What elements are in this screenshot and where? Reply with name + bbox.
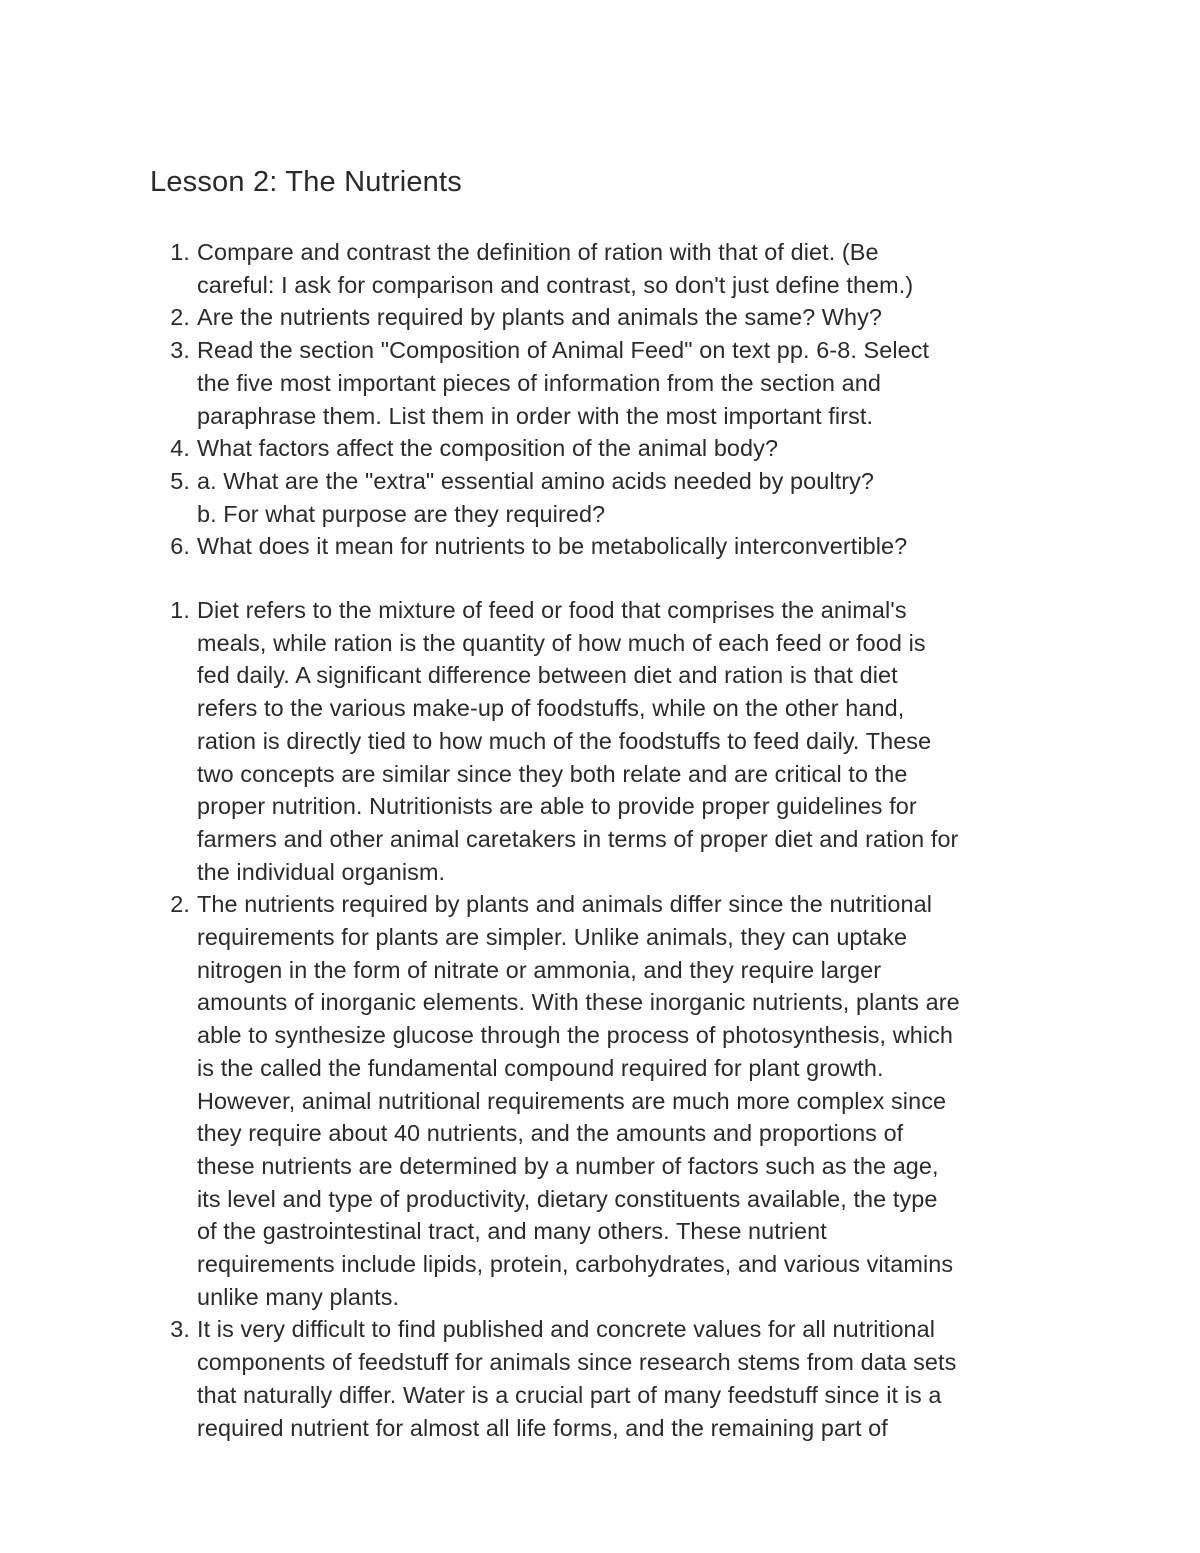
question-item [170,465,1077,530]
lesson-title: Lesson 2: The Nutrients [150,166,462,198]
text-line: Read the section "Composition of Animal Feed" on text pp. 6-8. Select [197,337,930,364]
text-line: these nutrients are determined by a number of factors such as the age, [197,1152,939,1179]
list-number: 3. [170,337,190,364]
text-line: careful: I ask for comparison and contrast, so don't just define them.) [197,271,914,298]
answer-item [170,888,1077,1313]
text-line: requirements for plants are simpler. Unlike animals, they can uptake [197,924,908,951]
answer-item [170,1313,1077,1444]
text-line: unlike many plants. [197,1283,400,1310]
text-line: b. For what purpose are they required? [197,500,606,527]
answer-list [170,594,1077,1444]
text-line: proper nutrition. Nutritionists are able to provide proper guidelines for [197,793,917,820]
question-item [170,432,1077,465]
list-number: 1. [170,597,190,623]
text-line: they require about 40 nutrients, and the amounts and proportions of [197,1120,904,1147]
text-line: the five most important pieces of information from the section and [197,369,881,396]
text-line: required nutrient for almost all life forms, and the remaining part of [197,1414,888,1441]
list-number: 3. [170,1316,190,1343]
answer-item [170,594,1077,888]
text-line: amounts of inorganic elements. With these inorganic nutrients, plants are [197,989,960,1016]
text-line: ration is directly tied to how much of the foodstuffs to feed daily. These [197,727,932,754]
question-item [170,334,1077,432]
text-line: What does it mean for nutrients to be metabolically interconvertible? [197,533,908,560]
text-line: However, animal nutritional requirements are much more complex since [197,1087,947,1114]
text-line: refers to the various make-up of foodstuffs, while on the other hand, [197,695,905,722]
question-item [170,236,1077,301]
question-item [170,530,1077,563]
text-line: two concepts are similar since they both relate and are critical to the [197,760,908,787]
text-line: paraphrase them. List them in order with the most important first. [197,402,874,429]
text-line: able to synthesize glucose through the process of photosynthesis, which [197,1022,954,1049]
text-line: that naturally differ. Water is a crucial part of many feedstuff since it is a [197,1381,942,1408]
text-line: components of feedstuff for animals since research stems from data sets [197,1349,957,1376]
text-line: meals, while ration is the quantity of how much of each feed or food is [197,629,926,656]
list-number: 6. [170,533,190,560]
text-line: of the gastrointestinal tract, and many others. These nutrient [197,1218,827,1245]
list-number: 2. [170,304,190,331]
text-line: It is very difficult to find published and concrete values for all nutritional [197,1316,936,1343]
list-number: 5. [170,467,190,494]
text-line: a. What are the "extra" essential amino acids needed by poultry? [197,467,875,494]
text-line: Compare and contrast the definition of ration with that of diet. (Be [197,239,879,265]
text-line: fed daily. A significant difference between diet and ration is that diet [197,662,898,689]
text-line: What factors affect the composition of the animal body? [197,435,779,462]
text-line: The nutrients required by plants and animals differ since the nutritional [197,891,932,918]
text-line: nitrogen in the form of nitrate or ammonia, and they require larger [197,956,882,983]
text-line: Diet refers to the mixture of feed or food that comprises the animal's [197,597,907,623]
text-line: the individual organism. [197,858,446,885]
text-line: is the called the fundamental compound required for plant growth. [197,1054,884,1081]
text-line: farmers and other animal caretakers in terms of proper diet and ration for [197,825,959,852]
text-line: Are the nutrients required by plants and animals the same? Why? [197,304,882,331]
question-item [170,301,1077,334]
list-number: 4. [170,435,190,462]
text-line: its level and type of productivity, dietary constituents available, the type [197,1185,938,1212]
question-list [170,236,1077,563]
list-number: 1. [170,239,190,265]
text-line: requirements include lipids, protein, carbohydrates, and various vitamins [197,1251,954,1278]
list-number: 2. [170,891,190,918]
